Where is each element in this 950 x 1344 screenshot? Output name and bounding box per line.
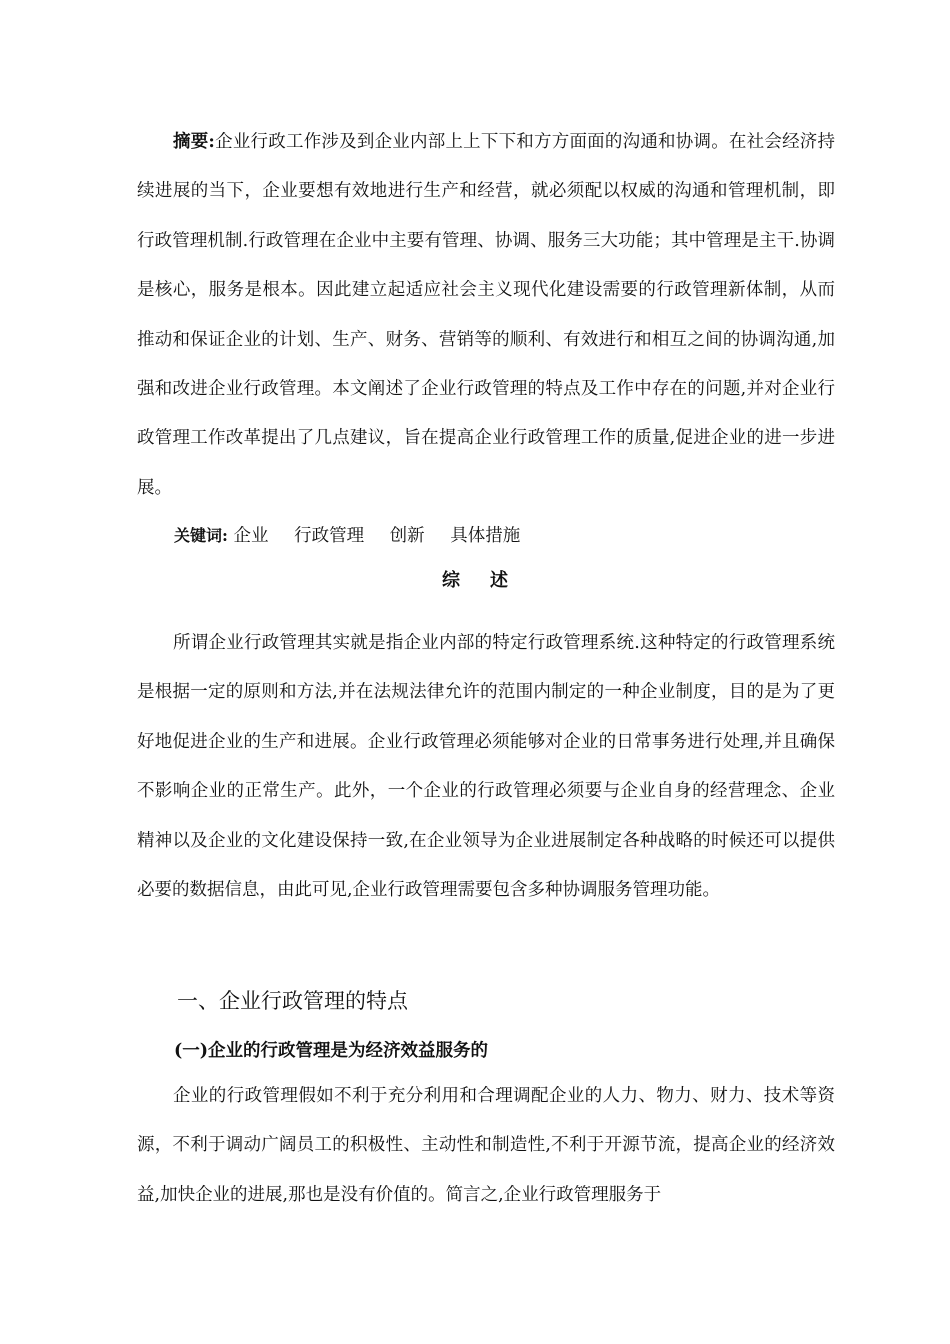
summary-paragraph: 所谓企业行政管理其实就是指企业内部的特定行政管理系统.这种特定的行政管理系统是根据一定的原则和方法,并在法规法律允许的范围内制定的一种企业制度，目的是为了更好地促进企业的生产和进展。企业行政管理必须能够对企业的日常事务进行处理,并且确保不影响企业的正常生产。此外，一个企业的行政管理必须要与企业自身的经营理念、企业精神以及企业的文化建设保持一致,在企业领导为企业进展制定各种战略的时候还可以提供必要的数据信息，由此可见,企业行政管理需要包含多种协调服务管理功能。 [137, 633, 835, 901]
keyword-item: 创新 [389, 526, 425, 546]
abstract-text: 企业行政工作涉及到企业内部上上下下和方方面面的沟通和协调。在社会经济持续进展的当下，企业要想有效地进行生产和经营，就必须配以权威的沟通和管理机制，即行政管理机制.行政管理在企业中主要有管理、协调、服务三大功能；其中管理是主干.协调是核心，服务是根本。因此建立起适应社会主义现代化建设需要的行政管理新体制，从而推动和保证企业的计划、生产、财务、营销等的顺利、有效进行和相互之间的协调沟通,加强和改进企业行政管理。本文阐述了企业行政管理的特点及工作中存在的问题,并对企业行政管理工作改革提出了几点建议，旨在提高企业行政管理工作的质量,促进企业的进一步进展。 [137, 132, 836, 498]
section-heading: 一、企业行政管理的特点 [177, 989, 408, 1013]
abstract-paragraph [137, 118, 835, 513]
abstract-label: 摘要: [173, 132, 215, 152]
section-paragraph: 企业的行政管理假如不利于充分利用和合理调配企业的人力、物力、财力、技术等资源，不利于调动广阔员工的积极性、主动性和制造性,不利于开源节流，提高企业的经济效益,加快企业的进展,那也是没有价值的。简言之,企业行政管理服务于 [137, 1086, 835, 1205]
keyword-item: 具体措施 [450, 526, 521, 546]
keyword-item: 行政管理 [294, 526, 365, 546]
summary-title: 综述 [442, 570, 538, 591]
keywords-label: 关键词: [174, 526, 228, 545]
keyword-item: 企业 [233, 526, 269, 546]
keywords-line [174, 521, 540, 551]
subsection-heading: (一)企业的行政管理是为经济效益服务的 [174, 1041, 489, 1061]
